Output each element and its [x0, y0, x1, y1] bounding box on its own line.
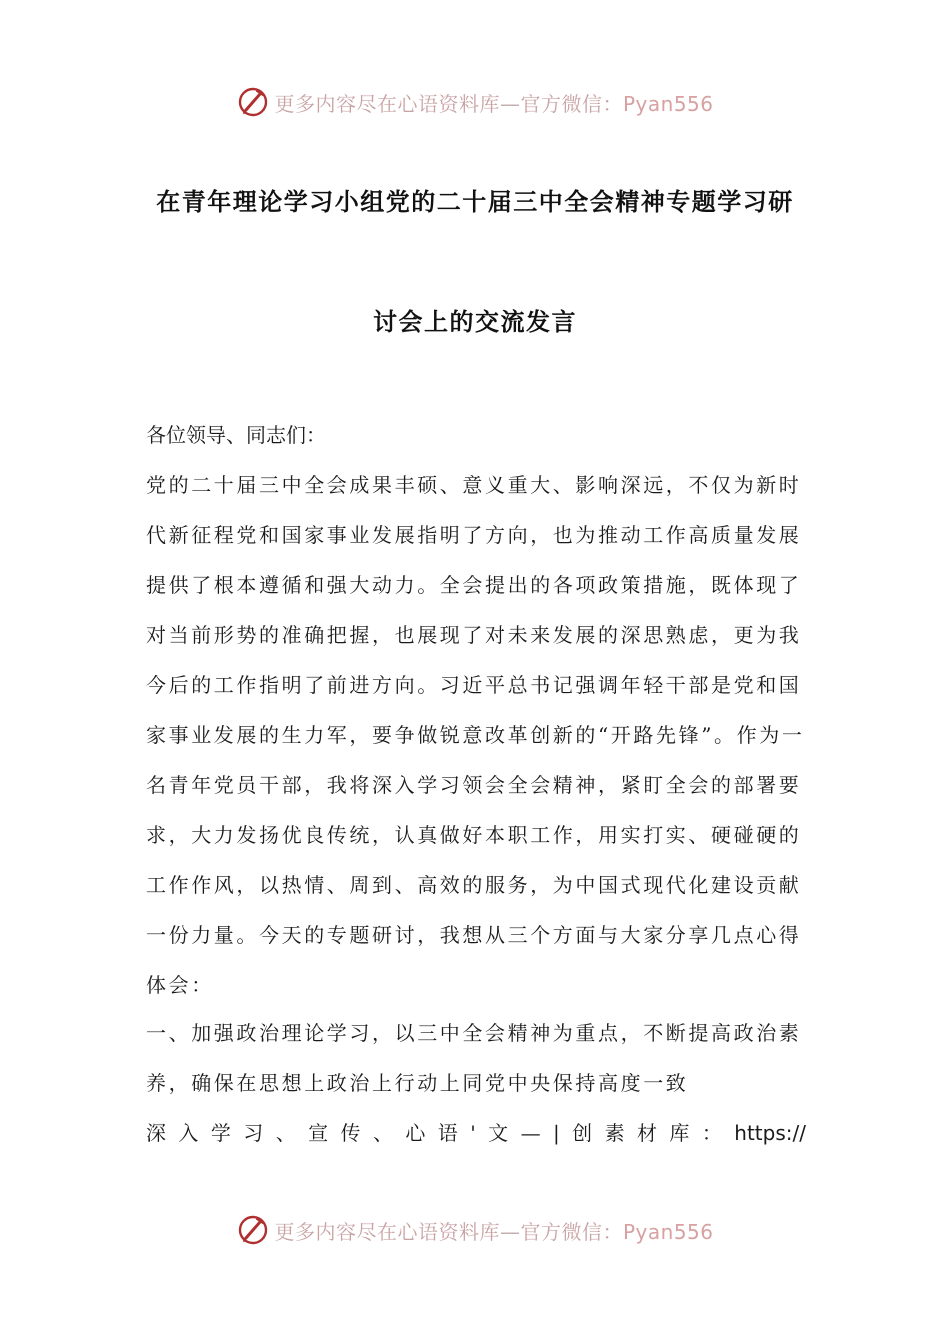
pen-logo-icon — [236, 85, 270, 119]
watermark-dash: — — [499, 1219, 521, 1244]
watermark-banner-bottom — [0, 1210, 950, 1250]
char: ： — [701, 1121, 722, 1145]
char: 库 — [669, 1121, 690, 1145]
char: 文 — [488, 1121, 509, 1145]
link-fragment: https:// — [734, 1121, 806, 1145]
char: 学 — [210, 1121, 231, 1145]
char: 、 — [372, 1121, 393, 1145]
salutation: 各位领导、同志们： — [146, 423, 326, 447]
document-title-line1: 在青年理论学习小组党的二十届三中全会精神专题学习研 — [156, 188, 794, 216]
char: 素 — [604, 1121, 625, 1145]
watermark-site: 更多内容尽在心语资料库 — [274, 1219, 500, 1244]
char: | — [552, 1121, 560, 1145]
watermark-dash: — — [499, 91, 521, 116]
watermark-banner-top — [0, 82, 950, 122]
watermark-text — [274, 1216, 713, 1245]
document-title-line2: 讨会上的交流发言 — [373, 308, 577, 336]
char: — — [520, 1121, 541, 1145]
char: 传 — [340, 1121, 361, 1145]
watermark-site: 更多内容尽在心语资料库 — [274, 91, 500, 116]
char: 、 — [275, 1121, 296, 1145]
watermark-contact-id: Pyan556 — [622, 91, 714, 116]
watermark-contact-id: Pyan556 — [622, 1219, 714, 1244]
char: 深 — [146, 1121, 166, 1145]
char: 心 — [405, 1121, 426, 1145]
char: 创 — [572, 1121, 593, 1145]
watermark-contact-label: 官方微信： — [520, 91, 623, 116]
watermark-contact-label: 官方微信： — [520, 1219, 623, 1244]
char: 宣 — [308, 1121, 329, 1145]
watermark-text — [274, 88, 713, 117]
char: 语 — [437, 1121, 458, 1145]
section-heading-1: 一、加强政治理论学习，以三中全会精神为重点，不断提高政治素养，确保在思想上政治上行动上同党中央保持高度一致 — [146, 1021, 802, 1095]
body-paragraph-1: 党的二十届三中全会成果丰硕、意义重大、影响深远，不仅为新时代新征程党和国家事业发展指明了方向，也为推动工作高质量发展提供了根本遵循和强大动力。全会提出的各项政策措施，既体现了对当前形势的准确把握，也展现了对未来发展的深思熟虑，更为我今后的工作指明了前进方向。习近平总书记强调年轻干部是党和国家事业发展的生力军，要争做锐意改革创新的“开路先锋”。作为一名青年党员干部，我将深入学习领会全会精神，紧盯全会的部署要求，大力发扬优良传统，认真做好本职工作，用实打实、硬碰硬的工作作风，以热情、周到、高效的服务，为中国式现代化建设贡献一份力量。今天的专题研讨，我想从三个方面与大家分享几点心得体会： — [146, 473, 805, 997]
body-last-line — [146, 1108, 806, 1158]
char: ' — [470, 1121, 476, 1145]
char: 习 — [243, 1121, 264, 1145]
char: 入 — [178, 1121, 199, 1145]
pen-logo-icon — [236, 1213, 270, 1247]
char: 材 — [637, 1121, 657, 1145]
